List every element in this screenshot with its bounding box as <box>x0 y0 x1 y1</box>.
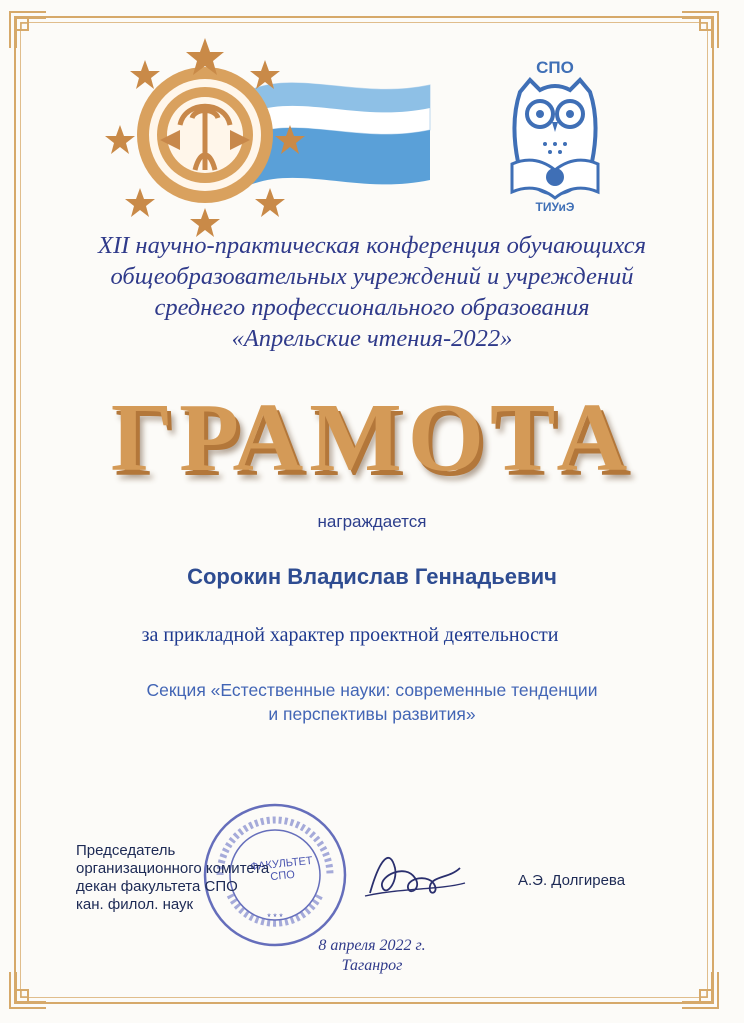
signatory-line: организационного комитета <box>76 860 270 877</box>
conference-emblem-icon <box>100 30 440 240</box>
conference-line: общеобразовательных учреждений и учреждений <box>110 263 634 290</box>
awarded-text: награждается <box>317 512 427 531</box>
section-name <box>0 678 744 726</box>
issue-date: 8 апреля 2022 г. <box>318 937 426 954</box>
conference-line: XII научно-практическая конференция обучающихся <box>98 232 646 259</box>
award-reason: за прикладной характер проектной деятельности <box>141 624 559 646</box>
signatory-title <box>76 842 376 914</box>
certificate-title: ГРАМОТА <box>110 384 634 492</box>
signatory-line: кан. филол. наук <box>76 896 194 913</box>
handwritten-signature-icon <box>360 838 470 908</box>
corner-ornament-bottom-right <box>680 970 720 1010</box>
owl-emblem-top-text: СПО <box>536 58 574 77</box>
conference-line: среднего профессионального образования <box>154 294 590 321</box>
conference-heading <box>30 230 714 354</box>
conference-line: «Апрельские чтения-2022» <box>231 325 513 352</box>
corner-ornament-top-right <box>680 10 720 50</box>
issue-city: Таганрог <box>341 957 403 974</box>
signatory-line: Председатель <box>76 842 176 859</box>
stamp-center-text: ФАКУЛЬТЕТ СПО <box>249 854 314 884</box>
signatory-name: А.Э. Долгирева <box>518 872 626 889</box>
section-line: и перспективы развития» <box>268 704 476 724</box>
corner-ornament-top-left <box>8 10 48 50</box>
owl-emblem-icon <box>500 52 610 222</box>
section-line: Секция «Естественные науки: современные тенденции <box>146 680 598 700</box>
recipient-name: Сорокин Владислав Геннадьевич <box>187 564 557 589</box>
owl-emblem-bottom-text: ТИУиЭ <box>535 200 575 214</box>
svg-text:* * *: * * * <box>267 912 283 922</box>
corner-ornament-bottom-left <box>8 970 48 1010</box>
signatory-line: декан факультета СПО <box>76 878 238 895</box>
